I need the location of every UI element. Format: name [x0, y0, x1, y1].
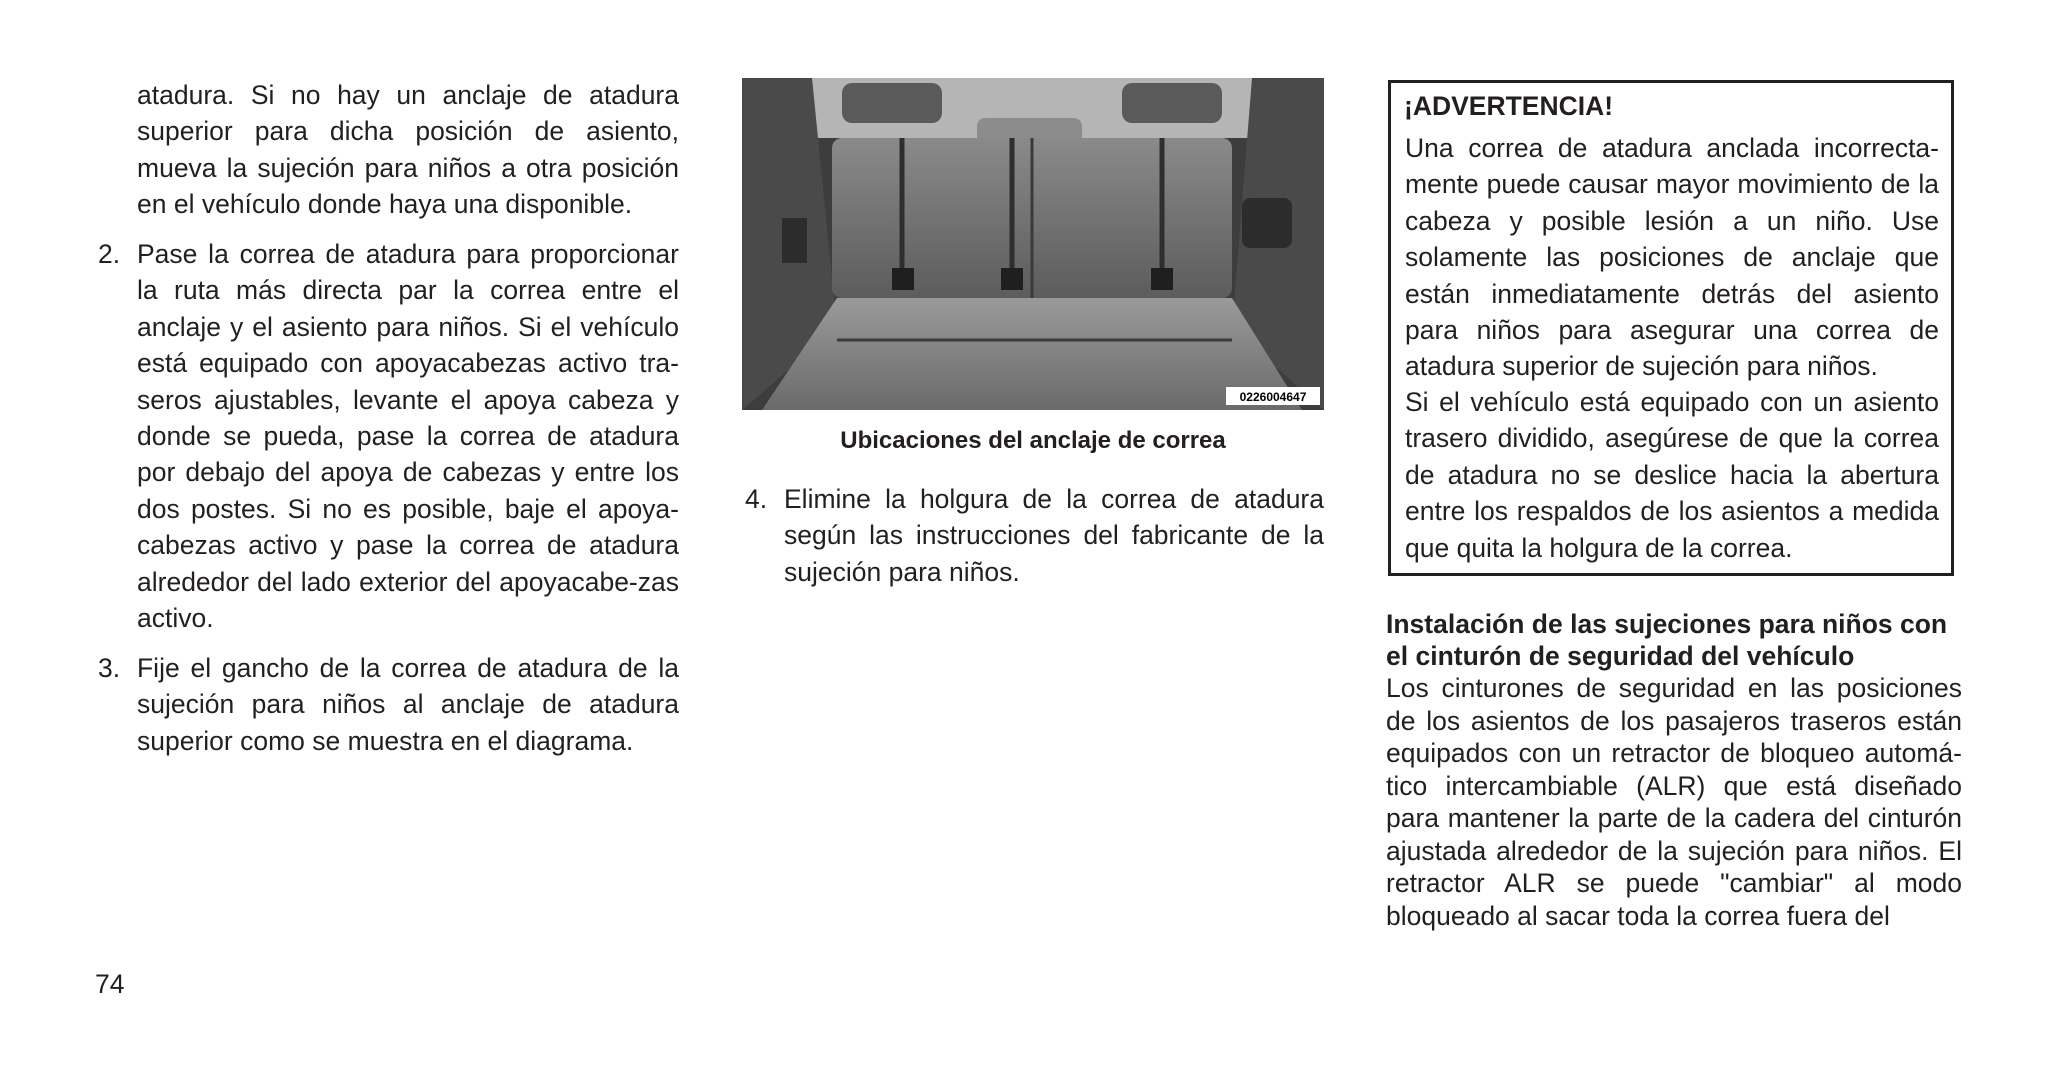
- step-2-text: Pase la correa de atadura para proporcionar la ruta más directa par la correa entre el anclaje y el asiento para niños. Si el vehículo está equipado con apoyacabezas activo tra-seros ajustables, levante el apoya cabeza y donde se pueda, pase la correa de atadura por debajo del apoya de cabezas y entre los dos postes. Si no es posible, baje el apoya-cabezas activo y pase la correa de atadura alrededor del lado exterior del apoyacabe-zas activo.: [137, 239, 679, 634]
- step-4-number: 4.: [745, 484, 768, 514]
- warning-paragraph-2: Si el vehículo está equipado con un asiento trasero dividido, asegúrese de que la correa de atadura no se deslice hacia la abertura entre los respaldos de los asientos a medida que quita la holgura de la correa.: [1405, 387, 1939, 563]
- page-number: 74: [95, 969, 125, 999]
- warning-paragraph-1: Una correa de atadura anclada incorrecta-mente puede causar mayor movimiento de la cabeza y posible lesión a un niño. Use solamente las posiciones de anclaje que están inmediatamente detrás del asiento para niños para asegurar una correa de atadura superior de sujeción para niños.: [1405, 133, 1939, 382]
- step-3-number: 3.: [98, 653, 121, 683]
- cargo-area-photo: [742, 78, 1324, 410]
- section-body: Los cinturones de seguridad en las posiciones de los asientos de los pasajeros traseros están equipados con un retractor de bloqueo automá-tico intercambiable (ALR) que está diseñado para mantener la parte de la cadera del cinturón ajustada alrededor de la sujeción para niños. El retractor ALR se puede "cambiar" al modo bloqueado al sacar toda la correa fuera del: [1386, 673, 1962, 931]
- cargo-area-illustration: [742, 78, 1324, 410]
- step-2-number: 2.: [98, 239, 121, 269]
- intro-paragraph: atadura. Si no hay un anclaje de atadura superior para dicha posición de asiento, mueva la sujeción para niños a otra posición en el vehículo donde haya una disponible.: [137, 80, 679, 220]
- warning-title: ¡ADVERTENCIA!: [1404, 91, 1614, 121]
- step-3-text: Fije el gancho de la correa de atadura de la sujeción para niños al anclaje de atadura superior como se muestra en el diagrama.: [137, 653, 679, 756]
- figure-code: 0226004647: [1239, 390, 1307, 404]
- step-4-text: Elimine la holgura de la correa de atadura según las instrucciones del fabricante de la sujeción para niños.: [784, 484, 1324, 587]
- figure-caption: Ubicaciones del anclaje de correa: [840, 427, 1226, 454]
- section-heading: Instalación de las sujeciones para niños con el cinturón de seguridad del vehículo: [1386, 609, 1948, 671]
